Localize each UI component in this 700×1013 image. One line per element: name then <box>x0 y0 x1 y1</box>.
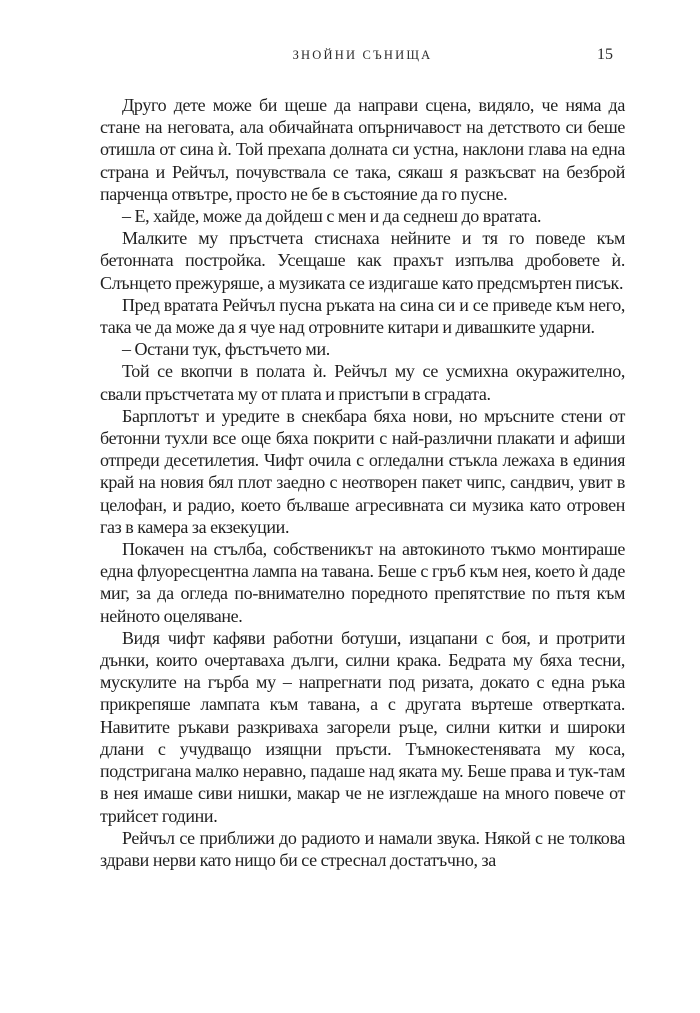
paragraph-4: Пред вратата Рейчъл пусна ръката на сина си и се приведе към него, така че да може да я чуе над отровните китари и дивашките ударни. <box>100 294 625 338</box>
paragraph-6: Той се вкопчи в полата ѝ. Рейчъл му се усмихна окуражително, свали пръстчетата му от плата и пристъпи в сградата. <box>100 361 625 404</box>
paragraph-8: Покачен на стълба, собственикът на автокиното тъкмо монтираше една флуоресцентна лампа на тавана. Беше с гръб към нея, което ѝ даде миг, за да огледа по-внимателно поредното препятствие по пътя към нейното оцеляване. <box>100 539 625 626</box>
running-header <box>100 46 625 70</box>
paragraph-7: Барплотът и уредите в снекбара бяха нови, но мръсните стени от бетонни тухли все още бяха покрити с най-различни плакати и афиши отпреди десетилетия. Чифт очила с огледални стъкла лежаха в единия край на новия бял плот заедно с неотворен пакет чипс, сандвич, увит в целофан, и радио, което бълваше агресивната си музика като отровен газ в камера за екзекуции. <box>100 405 625 537</box>
paragraph-5: – Остани тук, фъстъчето ми. <box>122 339 330 360</box>
paragraph-1: Друго дете може би щеше да направи сцена, видяло, че няма да стане на неговата, ала обичайната опърничавост на детството си беше отишла от сина ѝ. Той прехапа долната си устна, наклони глава на една страна и Рейчъл, почувствала се така, сякаш я разкъсват на безброй парченца отвътре, просто не бе в състояние да го пусне. <box>100 95 625 204</box>
paragraph-9: Видя чифт кафяви работни ботуши, изцапани с боя, и протрити дънки, които очертаваха дълги, силни крака. Бедрата му бяха тесни, мускулите на гърба му – напрегнати под ризата, докато с една ръка прикрепяше лампата към тавана, а с другата въртеше отвертката. Навитите ръкави разкриваха загорели ръце, силни китки и широки длани с учудващо изящни пръсти. Тъмнокестенявата му коса, подстригана малко неравно, падаше над яката му. Беше права и тук-там в нея имаше сиви нишки, макар че не изглеждаше на много повече от трийсет години. <box>100 627 625 826</box>
body-text <box>100 94 625 871</box>
paragraph-2: – Е, хайде, може да дойдеш с мен и да седнеш до вратата. <box>122 206 542 227</box>
paragraph-3: Малките му пръстчета стиснаха нейните и тя го поведе към бетонната постройка. Усещаше как прахът изпълва дробовете ѝ. Слънцето прежуряше, а музиката се издигаше като предсмъртен писък. <box>100 228 625 293</box>
page-number: 15 <box>597 46 613 63</box>
paragraph-10: Рейчъл се приближи до радиото и намали звука. Някой с не толкова здрави нерви като нищо би се стреснал достатъчно, за <box>100 827 625 870</box>
running-title: ЗНОЙНИ СЪНИЩА <box>292 48 433 62</box>
